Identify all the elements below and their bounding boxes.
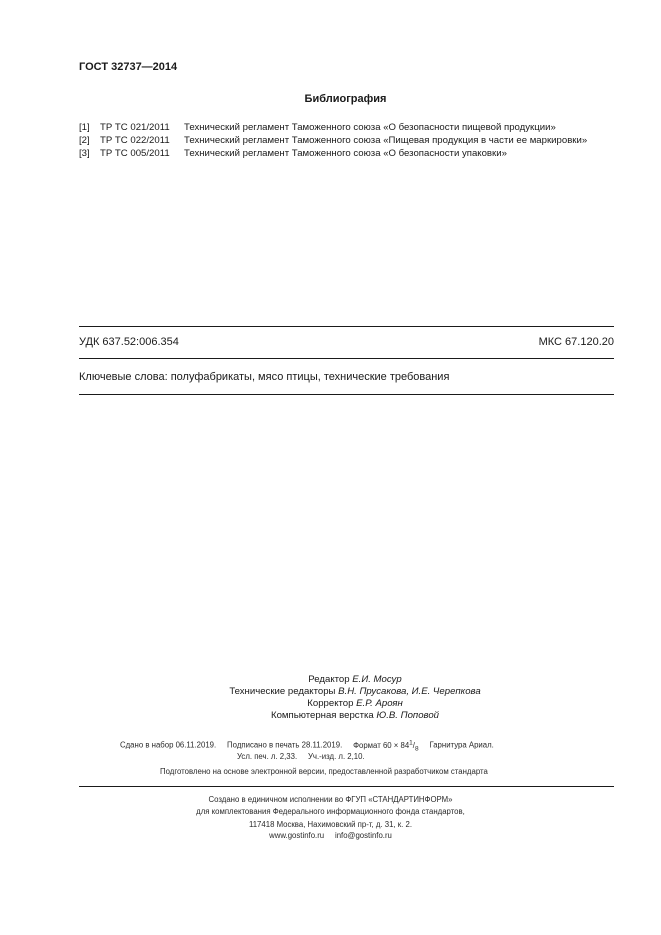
- bibliography-item-code: ТР ТС 021/2011: [100, 122, 170, 133]
- bibliography-item-number: [2]: [79, 135, 90, 146]
- website-link[interactable]: www.gostinfo.ru: [269, 831, 325, 840]
- keywords: Ключевые слова: полуфабрикаты, мясо птицы, технические требования: [79, 371, 450, 383]
- format-numerator: 1: [409, 739, 413, 746]
- bibliography-item: [79, 121, 556, 134]
- udk-code: УДК 637.52:006.354: [79, 336, 179, 348]
- bibliography-item-code: ТР ТС 005/2011: [100, 148, 170, 159]
- imprint-divider: [79, 786, 614, 787]
- format-prefix: Формат 60 × 84: [353, 740, 410, 750]
- print-sheets: Усл. печ. л. 2,33.: [237, 752, 298, 761]
- bibliography-item: [79, 134, 587, 147]
- email-link[interactable]: info@gostinfo.ru: [334, 831, 392, 840]
- bibliography-item-number: [3]: [79, 148, 90, 159]
- credit-editor: [160, 674, 550, 685]
- imprint-line-2: [237, 752, 365, 761]
- credit-label: Компьютерная верстка: [271, 710, 374, 721]
- imprint-line-1: [120, 739, 494, 752]
- credit-tech-editors: [160, 686, 550, 697]
- credit-label: Технические редакторы: [229, 686, 336, 697]
- top-divider: [79, 326, 614, 327]
- paper-format: Формат $60 \times 84^1/_8$: [353, 739, 419, 753]
- bibliography-item: [79, 147, 507, 160]
- mks-code: МКС 67.120.20: [538, 336, 614, 348]
- format-denominator: 8: [414, 745, 419, 753]
- publisher-line-2: для комплектования Федерального информационного фонда стандартов,: [196, 807, 465, 816]
- bibliography-title: Библиография: [304, 93, 387, 105]
- bibliography-item-text: Технический регламент Таможенного союза «О безопасности упаковки»: [184, 148, 507, 159]
- standard-number: ГОСТ 32737—2014: [79, 61, 178, 73]
- signed-date: Подписано в печать 28.11.2019.: [227, 740, 343, 750]
- credit-name: Е.Р. Ароян: [356, 698, 403, 709]
- prepared-note: Подготовлено на основе электронной версии, предоставленной разработчиком стандарта: [160, 767, 488, 776]
- bibliography-item-number: [1]: [79, 122, 90, 133]
- credit-label: Корректор: [307, 698, 354, 709]
- bibliography-item-code: ТР ТС 022/2011: [100, 135, 170, 146]
- credit-name: Ю.В. Поповой: [376, 710, 439, 721]
- publisher-sheets: Уч.-изд. л. 2,10.: [307, 752, 365, 761]
- bottom-divider: [79, 394, 614, 395]
- credit-name: В.Н. Прусакова, И.Е. Черепкова: [338, 686, 481, 697]
- submitted-date: Сдано в набор 06.11.2019.: [120, 740, 217, 750]
- credit-corrector: [160, 698, 550, 709]
- publisher-line-1: Создано в единичном исполнении во ФГУП «СТАНДАРТИНФОРМ»: [208, 795, 453, 804]
- publisher-address: 117418 Москва, Нахимовский пр-т, д. 31, к. 2.: [248, 820, 413, 829]
- publisher-contacts: [0, 831, 661, 840]
- bibliography-item-text: Технический регламент Таможенного союза «Пищевая продукция в части ее маркировки»: [184, 135, 588, 146]
- credit-layout: [160, 710, 550, 721]
- credit-name: Е.И. Мосур: [352, 674, 402, 685]
- typeface: Гарнитура Ариал.: [429, 740, 494, 750]
- middle-divider: [79, 358, 614, 359]
- credit-label: Редактор: [308, 674, 350, 685]
- bibliography-item-text: Технический регламент Таможенного союза «О безопасности пищевой продукции»: [184, 122, 556, 133]
